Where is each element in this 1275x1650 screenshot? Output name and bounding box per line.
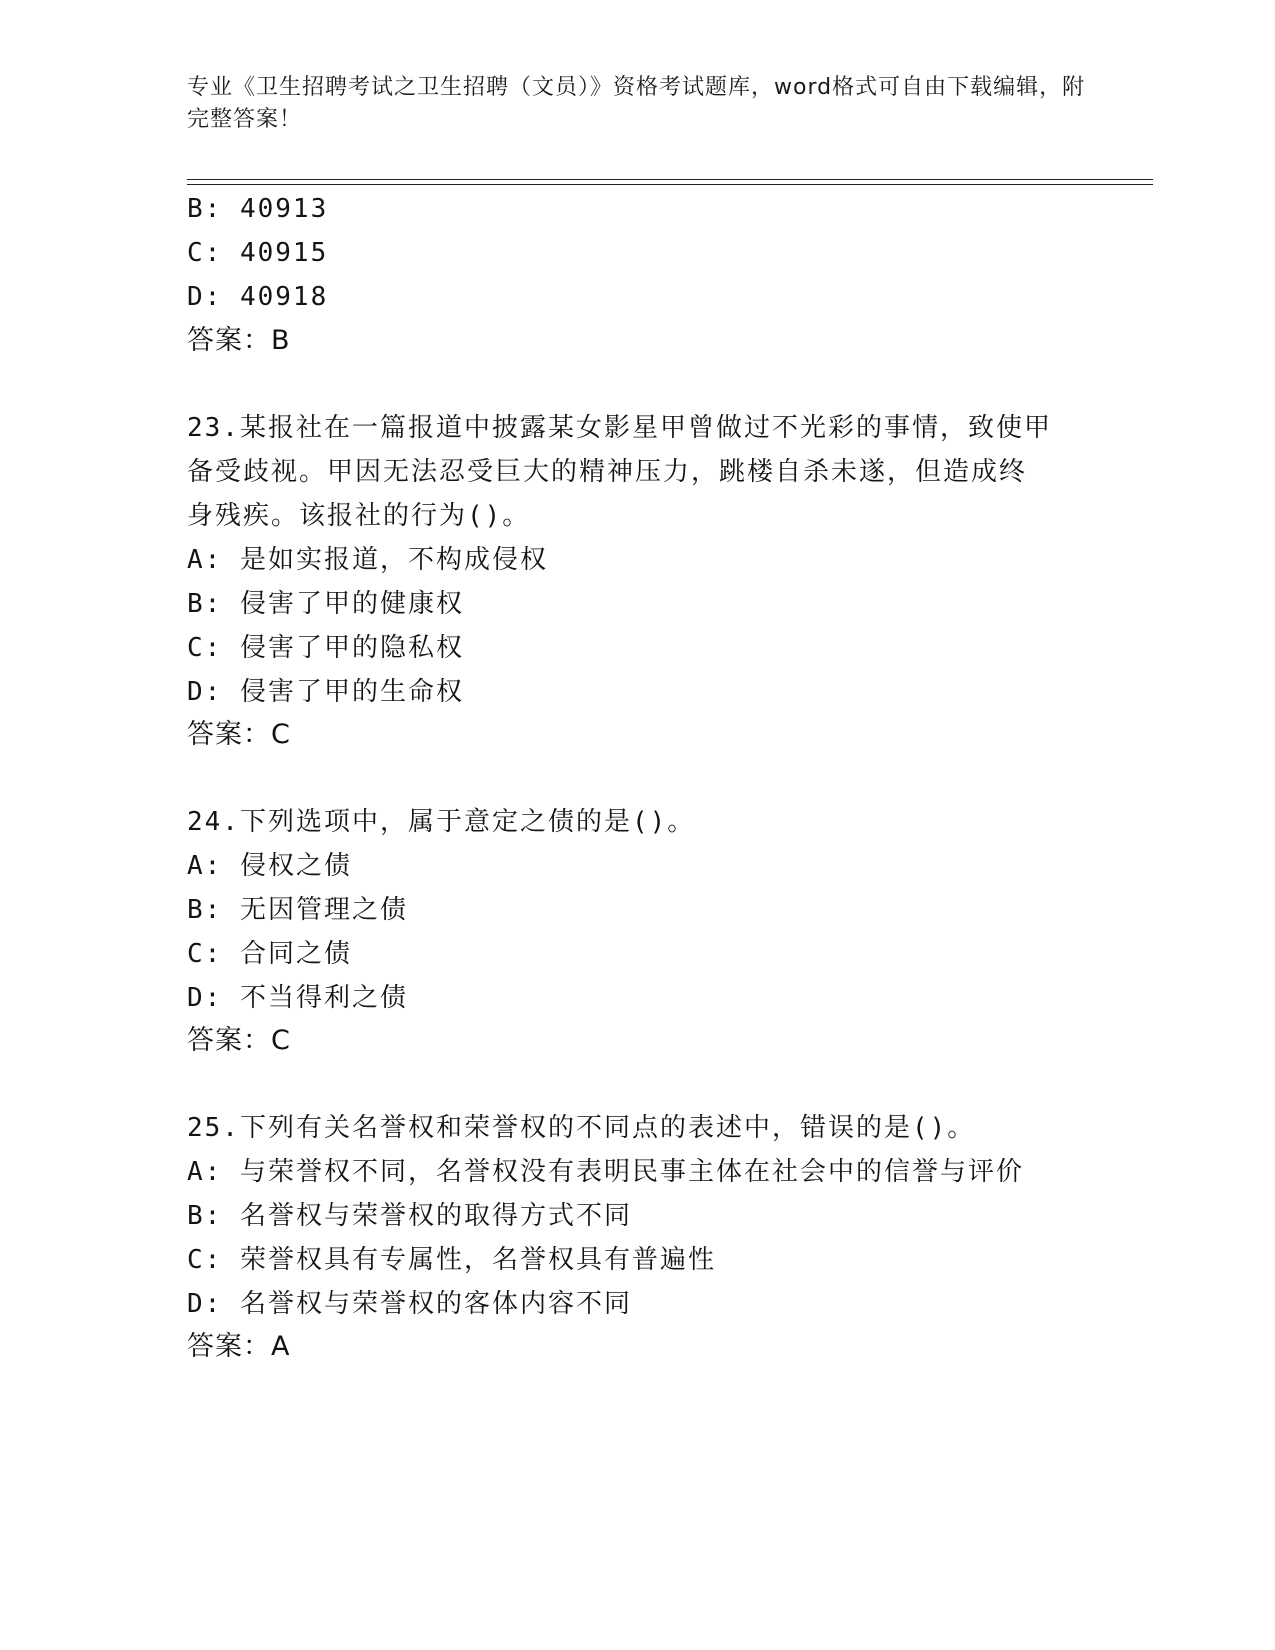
answer: 答案：B [187, 325, 291, 356]
question-23-answer: 答案：C [187, 719, 291, 750]
header-rule-bottom [187, 184, 1153, 185]
question-23-option-b: B: 侵害了甲的健康权 [187, 589, 464, 619]
question-25-stem-line-1: 25.下列有关名誉权和荣誉权的不同点的表述中，错误的是()。 [187, 1113, 976, 1143]
question-25-option-d: D: 名誉权与荣誉权的客体内容不同 [187, 1289, 632, 1319]
question-25-option-b: B: 名誉权与荣誉权的取得方式不同 [187, 1201, 632, 1231]
question-23-stem-line-1: 23.某报社在一篇报道中披露某女影星甲曾做过不光彩的事情，致使甲 [187, 413, 1052, 443]
question-24-option-d: D: 不当得利之债 [187, 983, 408, 1013]
question-23-option-a: A: 是如实报道，不构成侵权 [187, 545, 548, 575]
header-rule-top [187, 179, 1153, 180]
question-25-option-c: C: 荣誉权具有专属性，名誉权具有普遍性 [187, 1245, 716, 1275]
question-23-stem-line-3: 身残疾。该报社的行为()。 [187, 501, 531, 531]
question-24-answer: 答案：C [187, 1025, 291, 1056]
option-b: B: 40913 [187, 194, 329, 224]
question-23-option-d: D: 侵害了甲的生命权 [187, 677, 464, 707]
question-24-stem-line-1: 24.下列选项中，属于意定之债的是()。 [187, 807, 696, 837]
question-25-option-a: A: 与荣誉权不同，名誉权没有表明民事主体在社会中的信誉与评价 [187, 1157, 1024, 1187]
option-c: C: 40915 [187, 238, 329, 268]
question-25-answer: 答案：A [187, 1331, 291, 1362]
document-header: 专业《卫生招聘考试之卫生招聘（文员）》资格考试题库，word格式可自由下载编辑，附完整答案！ [187, 75, 1086, 132]
question-23-stem-line-2: 备受歧视。甲因无法忍受巨大的精神压力，跳楼自杀未遂，但造成终 [187, 457, 1028, 487]
question-24-option-b: B: 无因管理之债 [187, 895, 408, 925]
question-23-option-c: C: 侵害了甲的隐私权 [187, 633, 464, 663]
question-24-option-a: A: 侵权之债 [187, 851, 352, 881]
question-24-option-c: C: 合同之债 [187, 939, 352, 969]
option-d: D: 40918 [187, 282, 329, 312]
